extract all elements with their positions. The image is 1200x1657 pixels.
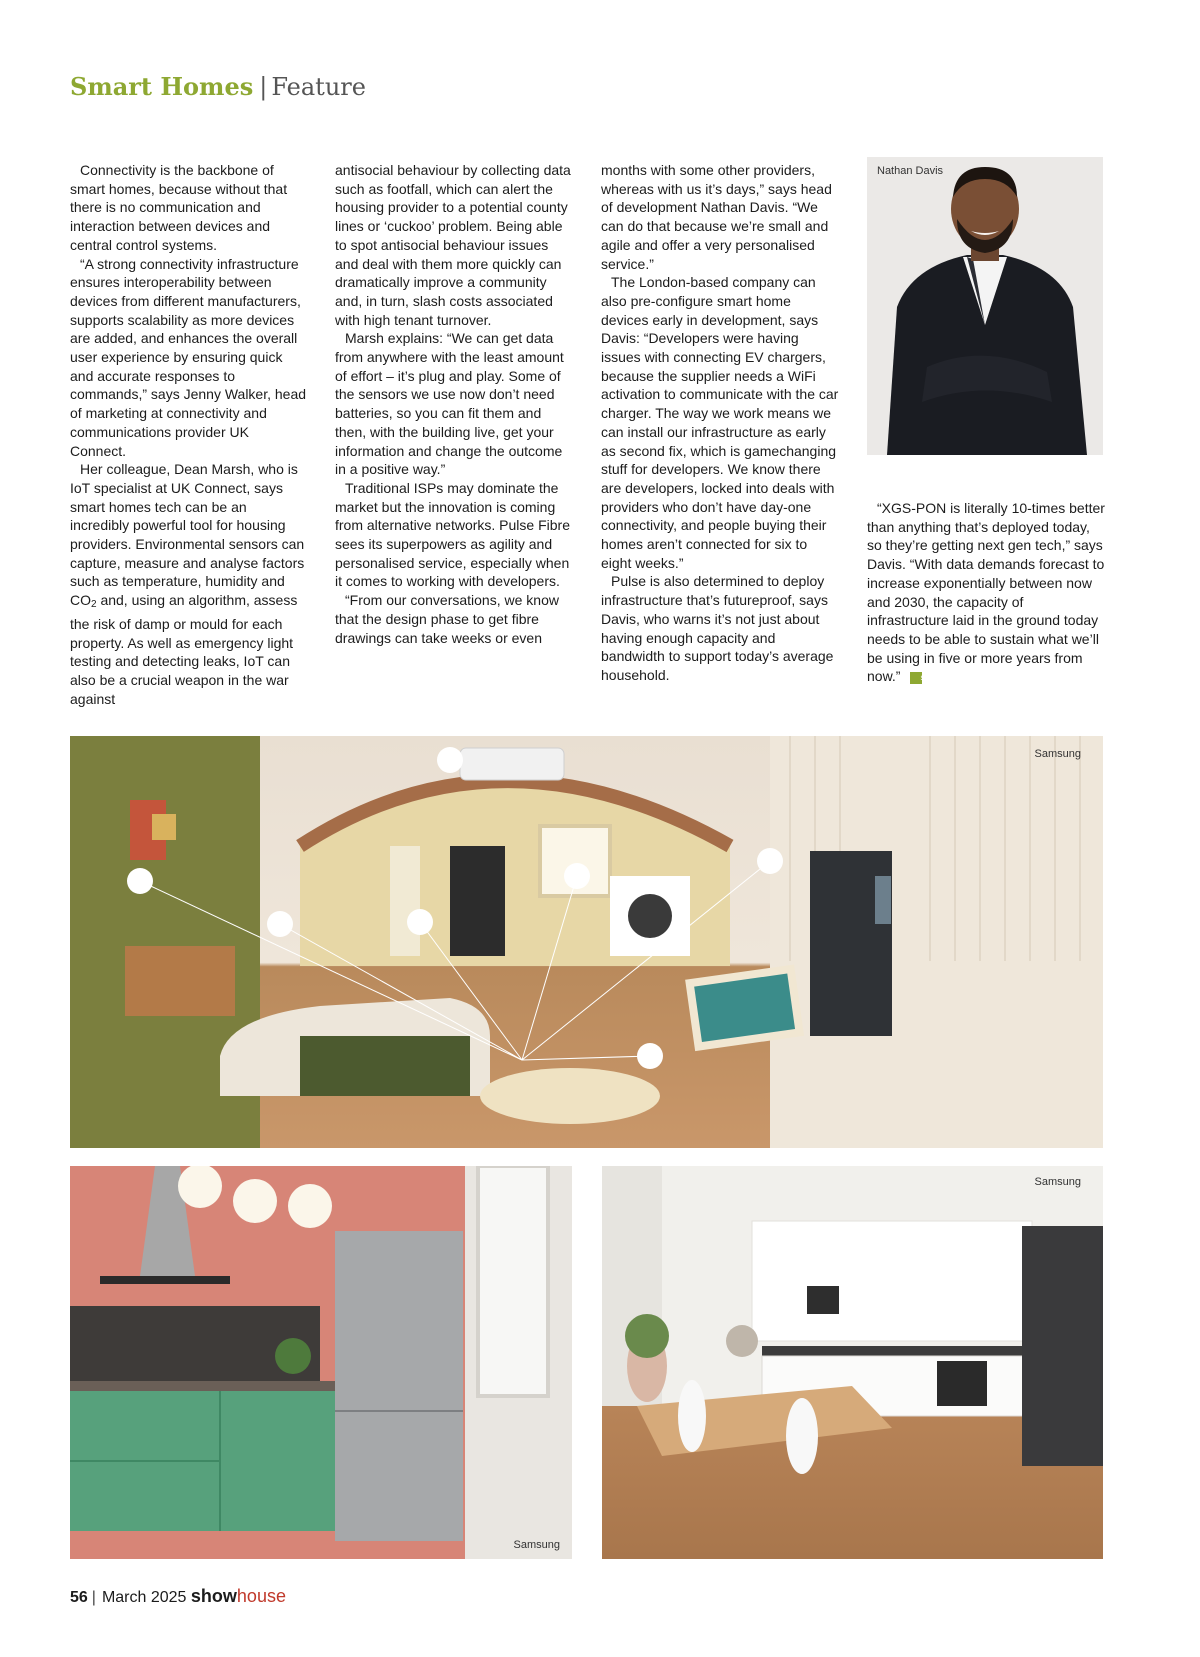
section-title: Smart Homes [70, 72, 254, 101]
subscript: 2 [91, 599, 97, 611]
article-column-3 [601, 161, 839, 685]
white-kitchen-photo [602, 1166, 1103, 1559]
end-mark-icon: sh [910, 672, 922, 684]
section-header [70, 72, 366, 101]
living-room-illustration [70, 736, 1103, 1148]
paragraph: Traditional ISPs may dominate the market but the innovation is coming from alternative networks. Pulse Fibre sees its superpowers as agility and personalised service, especially when it comes to working with developers. [335, 479, 570, 590]
paragraph-text: “XGS-PON is literally 10-times better than anything that’s deployed today, so they’re getting next gen tech,” says Davis. “With data demands forecast to increase exponentially between now and 2030, the capacity of infrastructure laid in the ground today needs to be able to sustain what we’ll be using in five or more years from now.” [867, 500, 1105, 685]
photo-credit: Samsung [513, 1539, 560, 1551]
photo-credit: Samsung [1034, 748, 1081, 760]
white-kitchen-illustration [602, 1166, 1103, 1559]
paragraph-text: Her colleague, Dean Marsh, who is IoT specialist at UK Connect, says smart homes tech can be an incredibly powerful tool for housing providers. Environmental sensors can capture, measure and analyse factors such as temperature, humidity and CO [70, 461, 305, 609]
page-number: 56 [70, 1589, 88, 1606]
page-footer [70, 1586, 286, 1607]
article-column-1 [70, 161, 308, 708]
header-separator: | [259, 73, 268, 101]
paragraph [70, 460, 308, 708]
portrait-illustration [867, 157, 1103, 455]
pink-kitchen-illustration [70, 1166, 572, 1559]
paragraph: The London-based company can also pre-configure smart home devices early in development, says Davis: “Developers were having issues with connecting EV chargers, because the supplier needs a WiFi activation to communicate with the car charger. The way we work means we can install our infrastructure as early as second fix, which is gamechanging stuff for developers. We know there are developers, locked into deals with providers who don’t have day-one connectivity, and people buying their homes aren’t connected for six to eight weeks.” [601, 274, 839, 571]
issue-date: March 2025 [101, 1589, 187, 1606]
paragraph-text: and, using an algorithm, assess the risk of damp or mould for each property. As well as emergency light testing and detecting leaks, IoT can also be a crucial weapon in the war against [70, 592, 298, 707]
paragraph: months with some other providers, whereas with us it’s days,” says head of development Nathan Davis. “We can do that because we’re small and agile and offer a very personalised service.” [601, 162, 832, 272]
paragraph: antisocial behaviour by collecting data such as footfall, which can alert the housing provider to a potential county lines or ‘cuckoo’ problem. Being able to spot antisocial behaviour issues and deal with them more quickly can dramatically improve a community and, in turn, slash costs associated with high tenant turnover. [335, 162, 571, 328]
paragraph [867, 499, 1105, 686]
living-room-photo [70, 736, 1103, 1148]
paragraph: Connectivity is the backbone of smart homes, because without that there is no communication and interaction between devices and central control systems. [70, 162, 288, 253]
section-kind: Feature [271, 73, 366, 101]
paragraph: “From our conversations, we know that the design phase to get fibre drawings can take weeks or even [335, 592, 559, 646]
magazine-brand-house: house [236, 1586, 286, 1606]
paragraph: “A strong connectivity infrastructure ensures interoperability between devices from different manufacturers, supports scalability as more devices are added, and enhances the overall user experience by ensuring quick and accurate responses to commands,” says Jenny Walker, head of marketing at connectivity and communications provider UK Connect. [70, 255, 307, 459]
footer-separator: | [91, 1589, 96, 1606]
article-column-4 [867, 499, 1105, 686]
photo-credit: Samsung [1034, 1176, 1081, 1188]
paragraph: Pulse is also determined to deploy infrastructure that’s futureproof, says Davis, who warns it’s not just about having enough capacity and bandwidth to support today’s average household. [601, 573, 834, 683]
pink-kitchen-photo [70, 1166, 572, 1559]
portrait-photo [867, 157, 1103, 455]
article-column-2 [335, 161, 573, 647]
paragraph: Marsh explains: “We can get data from anywhere with the least amount of effort – it’s plug and play. Some of the sensors we use now don’t need batteries, so you can fit them and then, with the building live, get your information and change the outcome in a positive way.” [335, 330, 564, 478]
magazine-brand-show: show [190, 1586, 237, 1606]
portrait-caption: Nathan Davis [877, 165, 944, 177]
